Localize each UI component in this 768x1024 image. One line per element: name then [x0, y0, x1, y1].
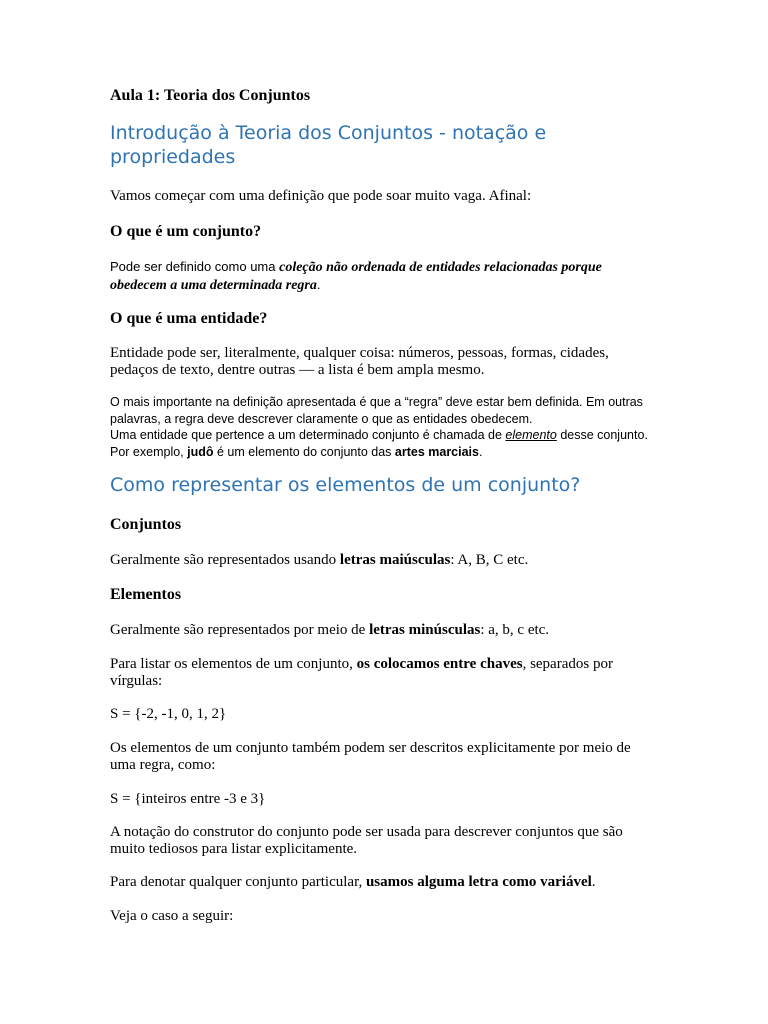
elementos-text-c: : a, b, c etc.	[480, 622, 550, 638]
elemento-text-c: desse conjunto. Por exemplo,	[110, 428, 648, 459]
denotar-emphasis: usamos alguma letra como variável	[365, 874, 592, 890]
question-conjunto: O que é um conjunto?	[110, 223, 262, 240]
conjuntos-emphasis: letras maiúsculas	[339, 552, 451, 568]
elemento-example-judo: judô	[187, 444, 214, 459]
paragraph-denotar	[110, 874, 650, 891]
section-heading-representar: Como representar os elementos de um conjunto?	[110, 474, 581, 496]
paragraph-elemento	[110, 427, 650, 460]
question-entidade: O que é uma entidade?	[110, 310, 268, 327]
definition-text-c: .	[316, 277, 321, 292]
paragraph-regra-explicita: Os elementos de um conjunto também podem ser descritos explicitamente por meio de uma regra, como:	[110, 740, 631, 773]
paragraph-regra: O mais importante na definição apresentada é que a “regra” deve estar bem definida. Em outras palavras, a regra deve descrever claramente o que as entidades obedecem.	[110, 395, 643, 426]
elemento-text-a: Uma entidade que pertence a um determinado conjunto é chamada de	[110, 428, 506, 442]
paragraph-notacao: A notação do construtor do conjunto pode ser usada para descrever conjuntos que são muito tediosos para listar explicitamente.	[110, 824, 623, 857]
elementos-text-a: Geralmente são representados por meio de	[110, 622, 370, 638]
listar-text-a: Para listar os elementos de um conjunto,	[110, 656, 357, 672]
paragraph-listar	[110, 656, 650, 690]
elemento-text-g: .	[478, 444, 483, 459]
definition-emphasis: coleção não ordenada de entidades relacionadas porque obedecem a uma determinada regra	[110, 260, 602, 293]
paragraph-intro: Vamos começar com uma definição que pode soar muito vaga. Afinal:	[110, 188, 532, 204]
listar-emphasis: os colocamos entre chaves	[356, 656, 523, 672]
paragraph-veja: Veja o caso a seguir:	[110, 908, 234, 924]
elemento-text-e: é um elemento do conjunto das	[213, 444, 395, 459]
example-set-rule: S = {inteiros entre -3 e 3}	[110, 791, 266, 807]
document-title: Aula 1: Teoria dos Conjuntos	[110, 87, 311, 104]
elementos-emphasis: letras minúsculas	[369, 622, 481, 638]
paragraph-elementos	[110, 622, 650, 639]
conjuntos-text-a: Geralmente são representados usando	[110, 552, 340, 568]
denotar-text-a: Para denotar qualquer conjunto particular,	[110, 874, 366, 890]
elemento-example-artes: artes marciais	[394, 444, 479, 459]
paragraph-conjuntos	[110, 552, 650, 569]
subheading-conjuntos: Conjuntos	[110, 516, 182, 533]
listar-text-c: , separados por vírgulas:	[110, 656, 613, 689]
section-heading-intro: Introdução à Teoria dos Conjuntos - notação e propriedades	[110, 122, 547, 168]
elemento-term: elemento	[505, 428, 557, 442]
paragraph-definition	[110, 258, 650, 294]
example-set-list: S = {-2, -1, 0, 1, 2}	[110, 706, 227, 722]
definition-text-a: Pode ser definido como uma	[110, 259, 280, 274]
paragraph-entidade: Entidade pode ser, literalmente, qualquer coisa: números, pessoas, formas, cidades, pedaços de texto, dentre outras — a lista é bem ampla mesmo.	[110, 345, 609, 378]
denotar-text-c: .	[591, 874, 596, 890]
subheading-elementos: Elementos	[110, 586, 182, 603]
conjuntos-text-c: : A, B, C etc.	[450, 552, 529, 568]
